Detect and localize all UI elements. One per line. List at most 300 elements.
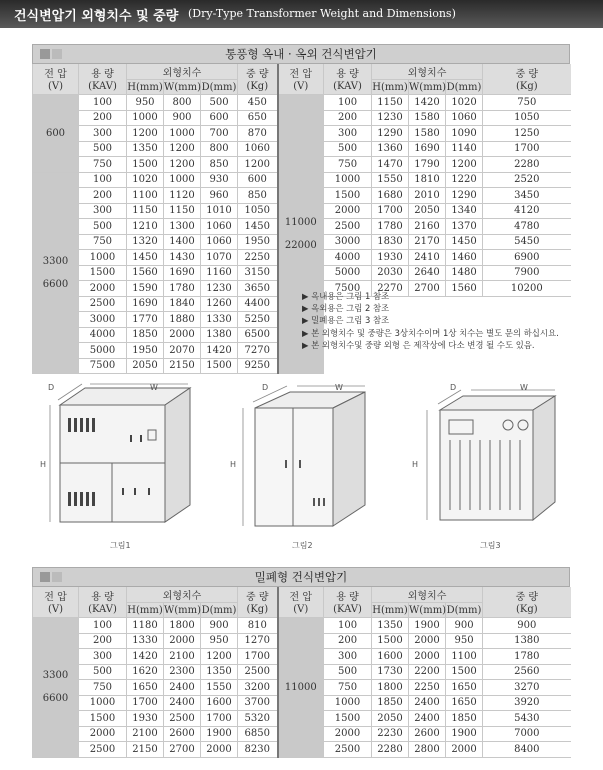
d-cell: 1420	[201, 343, 238, 359]
d-cell: 2000	[446, 742, 483, 758]
d-cell: 1460	[446, 250, 483, 266]
w-cell: 2400	[409, 695, 446, 711]
capacity-unit: (KAV)	[324, 603, 372, 618]
w-cell: 1690	[409, 141, 446, 157]
page-subtitle: (Dry-Type Transformer Weight and Dimensions)	[188, 7, 456, 20]
capacity-cell: 500	[79, 219, 127, 235]
capacity-cell: 7500	[79, 358, 127, 374]
d-cell: 1380	[201, 327, 238, 343]
dim-d-label: D	[48, 383, 55, 392]
capacity-header: 용 량	[324, 64, 372, 80]
w-cell: 1880	[164, 312, 201, 328]
table1-title-bar	[32, 44, 570, 64]
capacity-unit: (KAV)	[79, 80, 127, 95]
h-cell: 1590	[127, 281, 164, 297]
d-cell: 1900	[446, 726, 483, 742]
h-cell: 1470	[372, 157, 409, 173]
capacity-cell: 2500	[324, 742, 372, 758]
d-cell: 1010	[201, 203, 238, 219]
capacity-cell: 750	[324, 680, 372, 696]
weight-cell: 7270	[238, 343, 278, 359]
weight-cell: 810	[238, 618, 278, 634]
h-cell: 1200	[127, 126, 164, 142]
h-cell: 1500	[372, 633, 409, 649]
w-cell: 1800	[164, 618, 201, 634]
capacity-cell: 750	[79, 680, 127, 696]
voltage-header: 전 압	[278, 64, 324, 80]
page-title: 건식변압기 외형치수 및 중량	[14, 9, 179, 24]
d-header: D(mm)	[201, 604, 237, 616]
capacity-cell: 5000	[79, 343, 127, 359]
note-item: ▶ 본 외형치수 및 중량은 3상치수이며 1상 치수는 별도 문의 하십시요.	[302, 327, 559, 338]
h-cell: 1700	[127, 695, 164, 711]
capacity-cell: 300	[324, 126, 372, 142]
weight-cell: 5450	[483, 234, 571, 250]
capacity-cell: 300	[324, 649, 372, 665]
d-cell: 1060	[201, 234, 238, 250]
weight-cell: 8230	[238, 742, 278, 758]
d-cell: 800	[201, 141, 238, 157]
note-item: ▶ 옥내용은 그림 1 참조	[302, 291, 390, 301]
capacity-cell: 1500	[324, 711, 372, 727]
w-cell: 1200	[164, 141, 201, 157]
w-cell: 2300	[164, 664, 201, 680]
w-cell: 1300	[164, 219, 201, 235]
w-cell: 1420	[409, 95, 446, 111]
d-cell: 1200	[446, 157, 483, 173]
note-item: ▶ 옥외용은 그림 2 참조	[302, 303, 390, 314]
w-cell: 2800	[409, 742, 446, 758]
w-cell: 1120	[164, 188, 201, 204]
dim-d-label: D	[262, 383, 269, 392]
note-item: ▶ 본 외형치수및 중량 외형 은 제작상에 다소 변경 될 수도 있음.	[302, 339, 535, 350]
weight-cell: 6850	[238, 726, 278, 742]
d-cell: 1500	[446, 664, 483, 680]
capacity-cell: 2500	[79, 296, 127, 312]
capacity-cell: 100	[324, 95, 372, 111]
voltage-value: 6600	[42, 278, 69, 290]
weight-cell: 4400	[238, 296, 278, 312]
h-cell: 1020	[127, 172, 164, 188]
h-cell: 1650	[127, 680, 164, 696]
weight-cell: 1380	[483, 633, 571, 649]
w-cell: 2000	[164, 327, 201, 343]
h-cell: 2030	[372, 265, 409, 281]
w-cell: 1580	[409, 110, 446, 126]
w-cell: 2000	[164, 633, 201, 649]
h-header: H(mm)	[127, 604, 163, 616]
dim-h-label: H	[40, 460, 47, 469]
voltage-cell	[278, 618, 324, 758]
figure3-sealed-transformer	[405, 380, 575, 530]
h-cell: 1320	[127, 234, 164, 250]
d-cell: 900	[201, 618, 238, 634]
weight-cell: 600	[238, 172, 278, 188]
capacity-unit: (KAV)	[324, 80, 372, 95]
figure1-indoor-transformer	[30, 380, 220, 530]
weight-cell: 5250	[238, 312, 278, 328]
d-cell: 900	[446, 618, 483, 634]
weight-cell: 3920	[483, 695, 571, 711]
d-cell: 1070	[201, 250, 238, 266]
capacity-cell: 750	[324, 157, 372, 173]
voltage-unit: (V)	[278, 80, 324, 95]
weight-cell: 2500	[238, 664, 278, 680]
weight-cell: 9250	[238, 358, 278, 374]
weight-cell: 3700	[238, 695, 278, 711]
weight-cell: 450	[238, 95, 278, 111]
d-cell: 1060	[201, 219, 238, 235]
weight-unit: (Kg)	[238, 603, 278, 618]
capacity-cell: 500	[79, 664, 127, 680]
weight-cell: 3200	[238, 680, 278, 696]
voltage-value: 11000	[284, 217, 317, 228]
w-cell: 1810	[409, 172, 446, 188]
w-cell: 2700	[164, 742, 201, 758]
h-cell: 2050	[372, 711, 409, 727]
h-header: H(mm)	[372, 604, 408, 616]
weight-unit: (Kg)	[483, 80, 571, 95]
h-cell: 1330	[127, 633, 164, 649]
w-cell: 2700	[409, 281, 446, 297]
w-cell: 2000	[409, 649, 446, 665]
weight-cell: 5320	[238, 711, 278, 727]
d-cell: 1200	[201, 649, 238, 665]
w-cell: 2640	[409, 265, 446, 281]
w-cell: 1790	[409, 157, 446, 173]
d-cell: 1330	[201, 312, 238, 328]
d-cell: 950	[446, 633, 483, 649]
weight-cell: 8400	[483, 742, 571, 758]
weight-cell: 1250	[483, 126, 571, 142]
weight-cell: 2520	[483, 172, 571, 188]
weight-cell: 1950	[238, 234, 278, 250]
weight-header: 중 량	[238, 587, 278, 603]
w-cell: 2400	[164, 695, 201, 711]
w-cell: 1150	[164, 203, 201, 219]
capacity-cell: 100	[79, 95, 127, 111]
w-cell: 1000	[164, 172, 201, 188]
w-cell: 1690	[164, 265, 201, 281]
d-cell: 1160	[201, 265, 238, 281]
voltage-value: 6600	[42, 693, 69, 705]
weight-cell: 1060	[238, 141, 278, 157]
capacity-cell: 200	[324, 110, 372, 126]
w-cell: 2010	[409, 188, 446, 204]
figure3-caption: 그림3	[480, 541, 501, 550]
w-cell: 2200	[409, 664, 446, 680]
weight-cell: 3650	[238, 281, 278, 297]
h-cell: 2100	[127, 726, 164, 742]
d-cell: 2000	[201, 742, 238, 758]
capacity-cell: 300	[79, 126, 127, 142]
w-cell: 1200	[164, 157, 201, 173]
capacity-header: 용 량	[79, 587, 127, 603]
h-header: H(mm)	[372, 81, 408, 93]
capacity-cell: 1500	[79, 265, 127, 281]
header-row	[33, 603, 571, 618]
h-cell: 2150	[127, 742, 164, 758]
w-cell: 2600	[409, 726, 446, 742]
w-cell: 2050	[409, 203, 446, 219]
weight-cell: 2280	[483, 157, 571, 173]
d-cell: 1260	[201, 296, 238, 312]
d-cell: 1220	[446, 172, 483, 188]
capacity-cell: 4000	[79, 327, 127, 343]
voltage-header: 전 압	[33, 587, 79, 603]
weight-cell: 2560	[483, 664, 571, 680]
h-cell: 1850	[127, 327, 164, 343]
d-cell: 1560	[446, 281, 483, 297]
w-cell: 2600	[164, 726, 201, 742]
capacity-cell: 2000	[79, 726, 127, 742]
weight-cell: 2250	[238, 250, 278, 266]
weight-cell: 6900	[483, 250, 571, 266]
voltage-value: 600	[45, 127, 66, 139]
weight-cell: 900	[483, 618, 571, 634]
weight-cell: 3450	[483, 188, 571, 204]
d-cell: 1020	[446, 95, 483, 111]
h-cell: 1450	[127, 250, 164, 266]
capacity-cell: 750	[79, 234, 127, 250]
capacity-cell: 500	[324, 141, 372, 157]
figure1-caption: 그림1	[110, 541, 131, 550]
capacity-cell: 2000	[324, 203, 372, 219]
d-cell: 1450	[446, 234, 483, 250]
h-cell: 1550	[372, 172, 409, 188]
d-cell: 1290	[446, 188, 483, 204]
capacity-cell: 1500	[79, 711, 127, 727]
voltage-unit: (V)	[33, 80, 79, 95]
d-cell: 1850	[446, 711, 483, 727]
weight-cell: 1050	[238, 203, 278, 219]
h-cell: 1210	[127, 219, 164, 235]
w-cell: 2100	[164, 649, 201, 665]
weight-cell: 750	[483, 95, 571, 111]
capacity-header: 용 량	[79, 64, 127, 80]
d-cell: 960	[201, 188, 238, 204]
w-header: W(mm)	[409, 81, 447, 93]
h-cell: 1420	[127, 649, 164, 665]
w-cell: 2160	[409, 219, 446, 235]
capacity-cell: 1500	[324, 188, 372, 204]
h-cell: 1230	[372, 110, 409, 126]
capacity-cell: 300	[79, 203, 127, 219]
capacity-cell: 1000	[324, 695, 372, 711]
h-header: H(mm)	[127, 81, 163, 93]
d-cell: 1340	[446, 203, 483, 219]
capacity-unit: (KAV)	[79, 603, 127, 618]
h-cell: 1930	[127, 711, 164, 727]
dimensions-header: 외형치수	[372, 64, 483, 80]
dimensions-header: 외형치수	[127, 587, 238, 603]
d-cell: 1650	[446, 695, 483, 711]
d-cell: 1600	[201, 695, 238, 711]
d-cell: 1100	[446, 649, 483, 665]
h-cell: 1800	[372, 680, 409, 696]
header-row	[33, 587, 571, 603]
voltage-value: 22000	[284, 240, 317, 251]
h-cell: 1150	[127, 203, 164, 219]
capacity-cell: 4000	[324, 250, 372, 266]
h-cell: 950	[127, 95, 164, 111]
capacity-cell: 200	[79, 188, 127, 204]
page-header	[0, 0, 603, 28]
dim-h-label: H	[412, 460, 419, 469]
w-cell: 2410	[409, 250, 446, 266]
h-cell: 1690	[127, 296, 164, 312]
capacity-cell: 2000	[324, 726, 372, 742]
w-header: W(mm)	[409, 604, 447, 616]
weight-cell: 5430	[483, 711, 571, 727]
capacity-cell: 3000	[79, 312, 127, 328]
d-cell: 850	[201, 157, 238, 173]
w-cell: 900	[164, 110, 201, 126]
weight-cell: 1200	[238, 157, 278, 173]
capacity-cell: 5000	[324, 265, 372, 281]
weight-cell: 7900	[483, 265, 571, 281]
transformer-icon	[37, 45, 65, 63]
dim-d-label: D	[450, 383, 457, 392]
weight-header: 중 량	[483, 587, 571, 603]
capacity-cell: 200	[79, 633, 127, 649]
h-cell: 1620	[127, 664, 164, 680]
h-cell: 1930	[372, 250, 409, 266]
w-cell: 2000	[409, 633, 446, 649]
h-cell: 1770	[127, 312, 164, 328]
w-header: W(mm)	[164, 81, 202, 93]
sealed-transformer-table	[32, 587, 571, 758]
weight-cell: 870	[238, 126, 278, 142]
capacity-header: 용 량	[324, 587, 372, 603]
capacity-cell: 2000	[79, 281, 127, 297]
capacity-cell: 2500	[79, 742, 127, 758]
weight-unit: (Kg)	[483, 603, 571, 618]
h-cell: 1000	[127, 110, 164, 126]
table-row	[33, 95, 571, 111]
h-cell: 1290	[372, 126, 409, 142]
weight-cell: 650	[238, 110, 278, 126]
d-header: D(mm)	[201, 81, 237, 93]
capacity-cell: 100	[79, 618, 127, 634]
h-cell: 2280	[372, 742, 409, 758]
d-cell: 1480	[446, 265, 483, 281]
w-cell: 2250	[409, 680, 446, 696]
capacity-cell: 500	[324, 664, 372, 680]
capacity-cell: 2500	[324, 219, 372, 235]
h-cell: 1780	[372, 219, 409, 235]
header-row	[33, 64, 571, 80]
h-cell: 1700	[372, 203, 409, 219]
table1-title: 통풍형 옥내 · 옥외 건식변압기	[225, 47, 377, 61]
capacity-cell: 100	[324, 618, 372, 634]
capacity-cell: 500	[79, 141, 127, 157]
voltage-value: 11000	[284, 681, 317, 693]
weight-unit: (Kg)	[238, 80, 278, 95]
d-cell: 1500	[201, 358, 238, 374]
weight-header: 중 량	[238, 64, 278, 80]
h-cell: 1850	[372, 695, 409, 711]
voltage-header: 전 압	[278, 587, 324, 603]
dim-w-label: W	[150, 383, 158, 392]
w-cell: 2170	[409, 234, 446, 250]
notes-list	[302, 290, 602, 351]
d-cell: 500	[201, 95, 238, 111]
figure2-outdoor-transformer	[225, 380, 375, 530]
d-cell: 1230	[201, 281, 238, 297]
h-cell: 1560	[127, 265, 164, 281]
capacity-cell: 300	[79, 649, 127, 665]
dimensions-header: 외형치수	[372, 587, 483, 603]
h-cell: 1100	[127, 188, 164, 204]
h-cell: 1600	[372, 649, 409, 665]
voltage-cell	[33, 172, 79, 374]
h-cell: 1500	[127, 157, 164, 173]
h-cell: 1830	[372, 234, 409, 250]
header-row	[33, 80, 571, 95]
d-header: D(mm)	[446, 604, 482, 616]
voltage-cell	[33, 95, 79, 173]
h-cell: 1730	[372, 664, 409, 680]
capacity-cell: 100	[79, 172, 127, 188]
h-cell: 1150	[372, 95, 409, 111]
weight-cell: 1700	[483, 141, 571, 157]
table2-title-bar	[32, 567, 570, 587]
weight-cell: 1700	[238, 649, 278, 665]
capacity-cell: 200	[79, 110, 127, 126]
w-cell: 2070	[164, 343, 201, 359]
w-cell: 1400	[164, 234, 201, 250]
d-cell: 1060	[446, 110, 483, 126]
w-cell: 2400	[164, 680, 201, 696]
h-cell: 1350	[372, 618, 409, 634]
d-cell: 1900	[201, 726, 238, 742]
weight-cell: 6500	[238, 327, 278, 343]
w-cell: 1430	[164, 250, 201, 266]
capacity-cell: 7500	[324, 281, 372, 297]
weight-cell: 850	[238, 188, 278, 204]
weight-cell: 1780	[483, 649, 571, 665]
capacity-cell: 750	[79, 157, 127, 173]
h-cell: 1350	[127, 141, 164, 157]
weight-cell: 1050	[483, 110, 571, 126]
weight-cell: 4780	[483, 219, 571, 235]
capacity-cell: 1000	[79, 695, 127, 711]
d-header: D(mm)	[446, 81, 482, 93]
table-row	[33, 618, 571, 634]
weight-cell: 10200	[483, 281, 571, 297]
voltage-cell	[33, 618, 79, 758]
voltage-value: 3300	[42, 670, 69, 682]
weight-cell: 3150	[238, 265, 278, 281]
d-cell: 1650	[446, 680, 483, 696]
h-cell: 1180	[127, 618, 164, 634]
voltage-value: 3300	[42, 255, 69, 267]
d-cell: 1550	[201, 680, 238, 696]
transformer-icon	[37, 568, 65, 586]
w-cell: 800	[164, 95, 201, 111]
voltage-header: 전 압	[33, 64, 79, 80]
h-cell: 2050	[127, 358, 164, 374]
capacity-cell: 200	[324, 633, 372, 649]
w-cell: 1900	[409, 618, 446, 634]
d-cell: 1700	[201, 711, 238, 727]
w-cell: 2400	[409, 711, 446, 727]
weight-cell: 3270	[483, 680, 571, 696]
w-cell: 2500	[164, 711, 201, 727]
w-cell: 1780	[164, 281, 201, 297]
w-cell: 1580	[409, 126, 446, 142]
